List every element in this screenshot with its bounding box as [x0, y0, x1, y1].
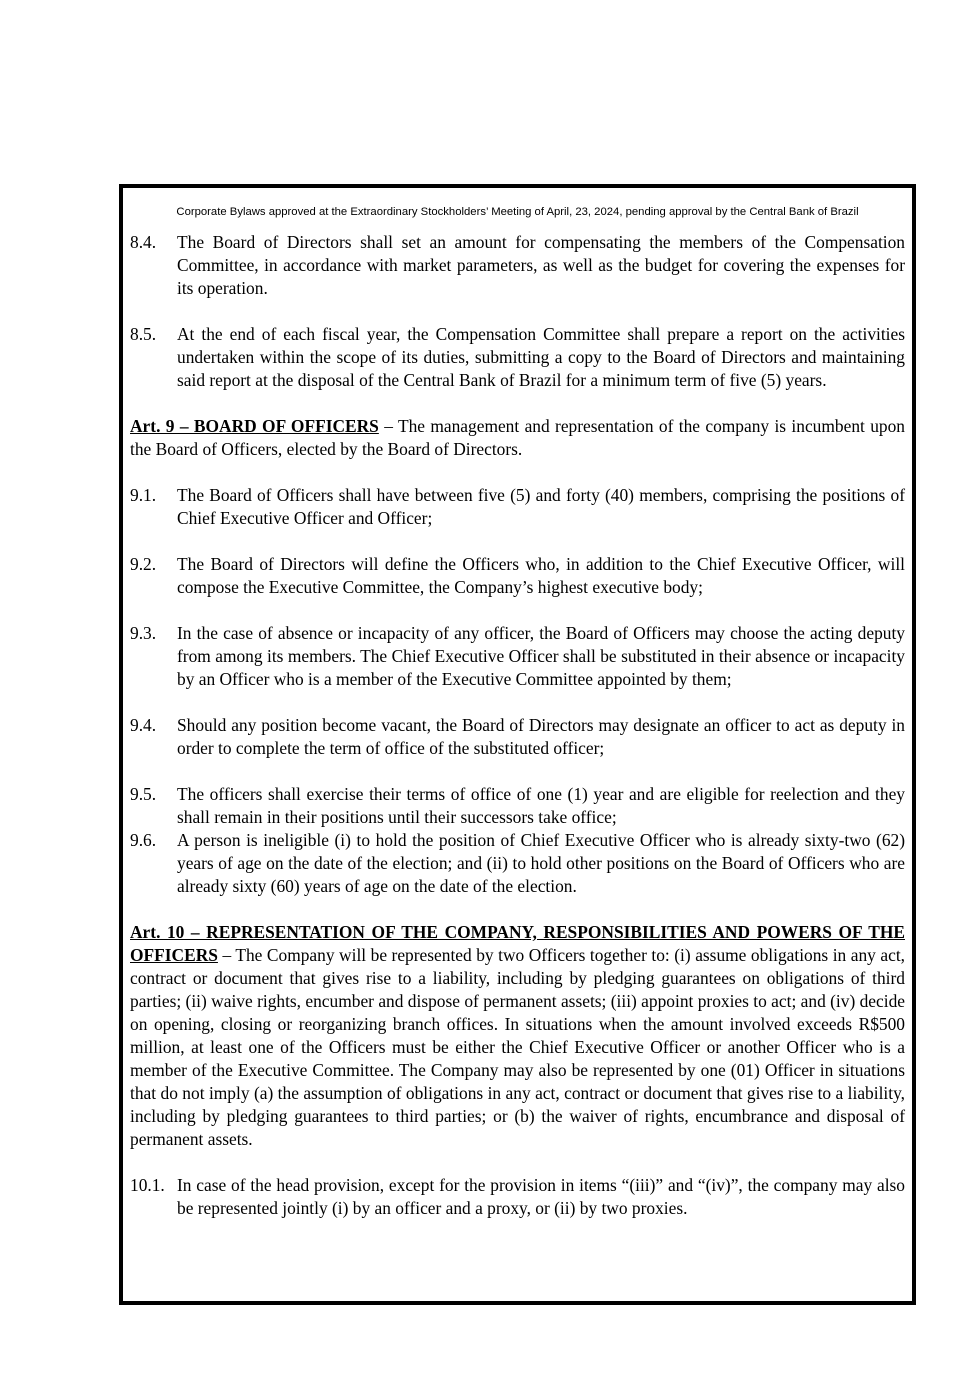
clause-number: 8.5.: [130, 324, 157, 344]
clause-number: 9.6.: [130, 830, 157, 850]
clause-9-6: [130, 829, 905, 898]
clause-number: 9.5.: [130, 784, 157, 804]
article-title: Art. 9 – BOARD OF OFFICERS: [130, 416, 379, 436]
clause-text: In the case of absence or incapacity of any officer, the Board of Officers may choose the acting deputy from among its members. The Chief Executive Officer shall be substituted in their absence or incapacity by an Officer who is a member of the Executive Committee appointed by them;: [177, 623, 905, 689]
clause-8-5: [130, 323, 905, 392]
clause-text: At the end of each fiscal year, the Compensation Committee shall prepare a report on the activities undertaken within the scope of its duties, submitting a copy to the Board of Directors and maintaining said report at the disposal of the Central Bank of Brazil for a minimum term of five (5) years.: [177, 324, 905, 390]
article-title: Art. 10 – REPRESENTATION OF THE COMPANY, RESPONSIBILITIES AND POWERS OF THE OFFICERS: [130, 922, 905, 965]
running-header: Corporate Bylaws approved at the Extraordinary Stockholders’ Meeting of April, 23, 2024, pending approval by the Central Bank of Brazil: [176, 206, 859, 218]
clause-text: The officers shall exercise their terms of office of one (1) year and are eligible for reelection and they shall remain in their positions until their successors take office;: [177, 784, 905, 827]
article-10: [130, 921, 905, 1151]
clause-number: 9.2.: [130, 554, 157, 574]
clause-9-4: [130, 714, 905, 760]
article-text: – The management and representation of the company is incumbent upon the Board of Officers, elected by the Board of Directors.: [130, 416, 905, 459]
clause-10-1: [130, 1174, 905, 1220]
document-body: [130, 231, 905, 1243]
article-text: – The Company will be represented by two Officers together to: (i) assume obligations in any act, contract or document that gives rise to a liability, including by pledging guarantees on obligations of third parties; (ii) waive rights, encumber and dispose of permanent assets; (iii) appoint proxies to act; and (iv) decide on opening, closing or reorganizing branch offices. In situations when the amount involved exceeds R$500 million, at least one of the Officers must be either the Chief Executive Officer or another Officer who is a member of the Executive Committee. The Company may also be represented by one (01) Officer in situations that do not imply (a) the assumption of obligations in any act, contract or document that gives rise to a liability, including by pledging guarantees to third parties; or (b) the waiver of rights, encumbrance and disposal of permanent assets.: [130, 945, 905, 1149]
document-frame: [119, 184, 916, 1305]
clause-text: The Board of Officers shall have between five (5) and forty (40) members, comprising the positions of Chief Executive Officer and Officer;: [177, 485, 905, 528]
clause-text: In case of the head provision, except for the provision in items “(iii)” and “(iv)”, the company may also be represented jointly (i) by an officer and a proxy, or (ii) by two proxies.: [177, 1175, 905, 1218]
clause-text: The Board of Directors will define the Officers who, in addition to the Chief Executive Officer, will compose the Executive Committee, the Company’s highest executive body;: [177, 554, 905, 597]
clause-9-1: [130, 484, 905, 530]
clause-9-3: [130, 622, 905, 691]
clause-text: The Board of Directors shall set an amount for compensating the members of the Compensation Committee, in accordance with market parameters, as well as the budget for covering the expenses for its operation.: [177, 232, 905, 298]
clause-text: Should any position become vacant, the Board of Directors may designate an officer to act as deputy in order to complete the term of office of the substituted officer;: [177, 715, 905, 758]
clause-8-4: [130, 231, 905, 300]
clause-number: 8.4.: [130, 232, 157, 252]
clause-9-2: [130, 553, 905, 599]
clause-number: 9.3.: [130, 623, 157, 643]
clause-number: 9.4.: [130, 715, 157, 735]
clause-9-5: [130, 783, 905, 829]
clause-number: 10.1.: [130, 1175, 165, 1195]
article-9: [130, 415, 905, 461]
clause-text: A person is ineligible (i) to hold the position of Chief Executive Officer who is already sixty-two (62) years of age on the date of the election; and (ii) to hold other positions on the Board of Officers who are already sixty (60) years of age on the date of the election.: [177, 830, 905, 896]
clause-number: 9.1.: [130, 485, 157, 505]
